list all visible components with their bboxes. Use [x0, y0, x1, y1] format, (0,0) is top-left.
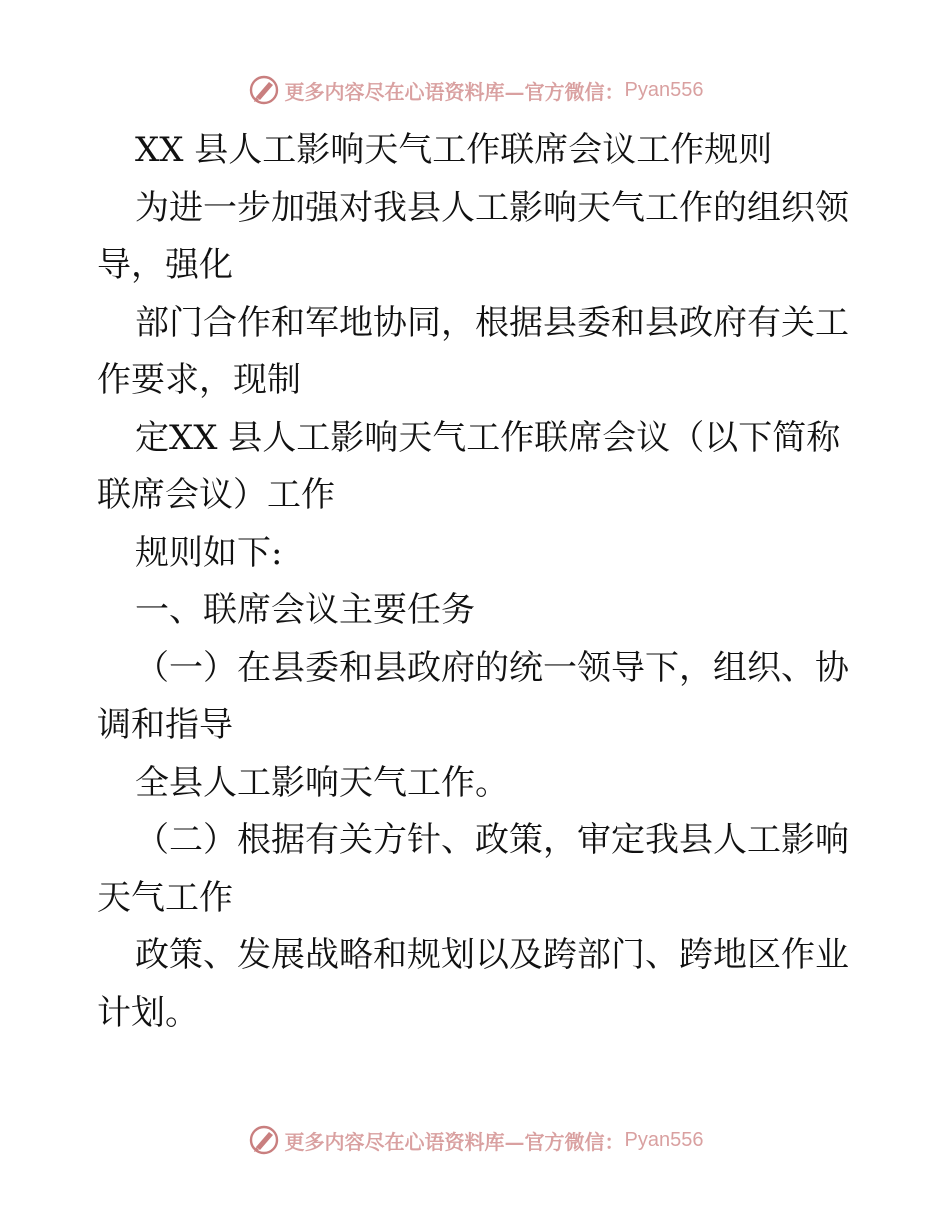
paragraph-line: 定XX 县人工影响天气工作联席会议（以下简称 [135, 417, 841, 458]
paragraph-line: 计划。 [97, 992, 199, 1033]
paragraph-line: 天气工作 [97, 877, 233, 918]
watermark-wechat-id: Pyan556 [624, 78, 704, 101]
footer-watermark [0, 1120, 950, 1160]
pen-logo-icon [247, 1123, 281, 1157]
paragraph-line: 政策、发展战略和规划以及跨部门、跨地区作业 [135, 935, 849, 975]
pen-logo-icon [247, 73, 281, 107]
watermark-text: 更多内容尽在心语资料库—官方微信： [284, 79, 625, 104]
header-watermark [0, 70, 950, 110]
document-title: XX 县人工影响天气工作联席会议工作规则 [135, 130, 773, 170]
paragraph-line: 全县人工影响天气工作。 [135, 762, 509, 803]
paragraph-line: 部门合作和军地协同，根据县委和县政府有关工 [135, 302, 849, 343]
document-body [97, 122, 857, 1042]
paragraph-line: 联席会议）工作 [97, 475, 335, 515]
paragraph-line: （二）根据有关方针、政策，审定我县人工影响 [135, 820, 849, 860]
paragraph-line: （一）在县委和县政府的统一领导下，组织、协 [135, 647, 849, 688]
paragraph-line: 规则如下: [135, 532, 283, 573]
paragraph-line: 为进一步加强对我县人工影响天气工作的组织领 [135, 187, 849, 228]
paragraph-line: 导，强化 [97, 245, 233, 285]
paragraph-line: 调和指导 [97, 705, 233, 745]
paragraph-line: 作要求，现制 [97, 360, 301, 400]
section-heading: 一、联席会议主要任务 [135, 590, 475, 630]
watermark-wechat-id: Pyan556 [624, 1128, 704, 1151]
watermark-text: 更多内容尽在心语资料库—官方微信： [284, 1129, 625, 1154]
